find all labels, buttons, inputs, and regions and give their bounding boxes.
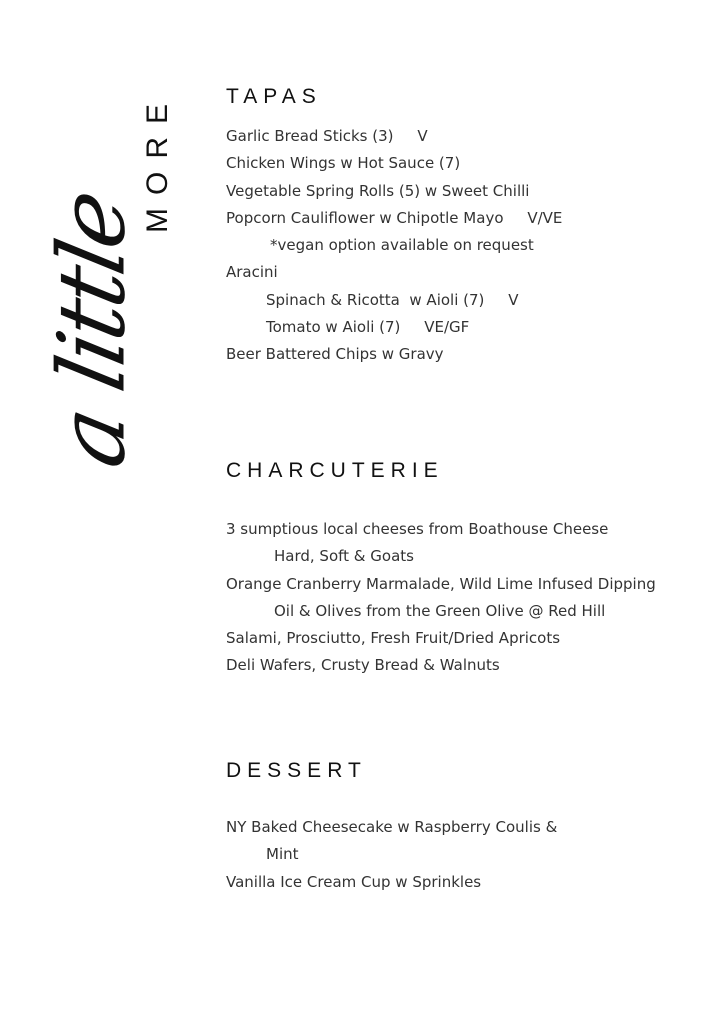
section-tapas: [226, 82, 562, 369]
menu-item: Aracini: [226, 263, 278, 282]
menu-note: *vegan option available on request: [270, 236, 534, 255]
menu-item: 3 sumptious local cheeses from Boathouse Cheese: [226, 520, 609, 538]
menu-item: Popcorn Cauliflower w Chipotle Mayo V/VE: [226, 208, 563, 227]
section-heading: CHARCUTERIE: [226, 459, 444, 482]
menu-subitem: Oil & Olives from the Green Olive @ Red Hill: [274, 601, 606, 620]
menu-item: Vanilla Ice Cream Cup w Sprinkles: [226, 872, 482, 891]
menu-item: Chicken Wings w Hot Sauce (7): [226, 154, 461, 173]
menu-subitem: Mint: [266, 845, 299, 864]
menu-item: NY Baked Cheesecake w Raspberry Coulis &: [226, 818, 558, 836]
section-heading: DESSERT: [226, 759, 367, 782]
title-more: MORE: [141, 91, 174, 233]
menu-item: Beer Battered Chips w Gravy: [226, 345, 444, 364]
section-charcuterie: [226, 456, 656, 680]
menu-item: Orange Cranberry Marmalade, Wild Lime Infused Dipping: [226, 574, 656, 593]
menu-subitem: Tomato w Aioli (7) VE/GF: [266, 318, 470, 337]
title-script-a-little: a little: [38, 184, 146, 476]
section-heading: TAPAS: [226, 85, 322, 108]
menu-item: Garlic Bread Sticks (3) V: [226, 127, 428, 145]
menu-subitem: Hard, Soft & Goats: [274, 547, 414, 566]
menu-item: Salami, Prosciutto, Fresh Fruit/Dried Apricots: [226, 629, 561, 648]
menu-item: Deli Wafers, Crusty Bread & Walnuts: [226, 656, 500, 675]
menu-subitem: Spinach & Ricotta w Aioli (7) V: [266, 290, 519, 309]
section-dessert: [226, 756, 557, 896]
menu-item: Vegetable Spring Rolls (5) w Sweet Chilli: [226, 181, 530, 200]
